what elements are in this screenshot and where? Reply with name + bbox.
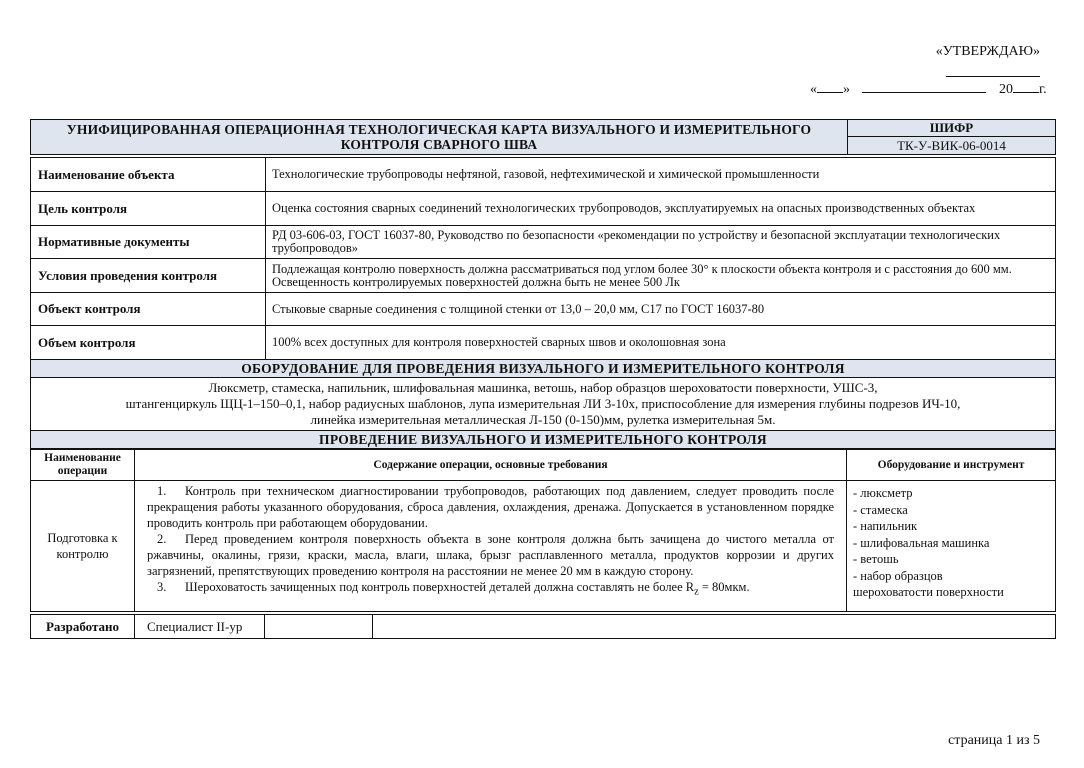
info-row	[31, 259, 1056, 293]
equipment-line: линейка измерительная металлическая Л-150 (0-150)мм, рулетка измерительная 5м.	[310, 412, 776, 427]
col-tools: Оборудование и инструмент	[847, 450, 1056, 481]
developed-table	[30, 614, 1056, 639]
technological-card	[30, 119, 1055, 639]
info-value: Стыковые сварные соединения с толщиной стенки от 13,0 – 20,0 мм, С17 по ГОСТ 16037-80	[266, 293, 1056, 326]
approval-signature-line	[946, 76, 1040, 77]
info-row	[31, 226, 1056, 259]
info-row	[31, 158, 1056, 192]
page-number: страница 1 из 5	[948, 733, 1040, 748]
info-value: Технологические трубопроводы нефтяной, газовой, нефтехимической и химической промышленности	[266, 158, 1056, 192]
operation-step	[147, 531, 834, 579]
procedure-row	[31, 481, 1056, 612]
info-row	[31, 293, 1056, 326]
info-table	[30, 157, 1056, 449]
operation-step	[147, 483, 834, 531]
code-value: ТК-У-ВИК-06-0014	[848, 137, 1056, 155]
developed-value: Специалист II-ур	[135, 615, 265, 639]
operation-content	[135, 481, 847, 612]
operation-step	[147, 579, 834, 601]
approval-title: «УТВЕРЖДАЮ»	[935, 44, 1040, 59]
info-label: Цель контроля	[31, 192, 266, 226]
tool-item: - шлифовальная машинка	[853, 535, 990, 550]
tool-item: - напильник	[853, 519, 918, 533]
step-text: Шероховатость зачищенных под контроль поверхностей деталей должна составлять не более R	[185, 580, 695, 594]
equipment-section-title: ОБОРУДОВАНИЕ ДЛЯ ПРОВЕДЕНИЯ ВИЗУАЛЬНОГО И ИЗМЕРИТЕЛЬНОГО КОНТРОЛЯ	[31, 360, 1056, 378]
tool-item: - ветошь	[853, 552, 899, 566]
col-operation-name: Наименование операции	[31, 450, 135, 481]
developed-label: Разработано	[31, 615, 135, 639]
step-text: Перед проведением контроля поверхность объекта в зоне контроля должна быть зачищена до чистого металла от ржавчины, окалины, грязи, краски, масла, влаги, шлака, брызг расплавленного металла, продуктов коррозии и других загрязнений, препятствующих проведению контроля на расстоянии не менее 20 мм в каждую сторону.	[147, 532, 834, 578]
month-blank	[862, 81, 986, 93]
procedure-section-title: ПРОВЕДЕНИЕ ВИЗУАЛЬНОГО И ИЗМЕРИТЕЛЬНОГО КОНТРОЛЯ	[31, 431, 1056, 449]
step-text-tail: = 80мкм.	[698, 580, 750, 594]
info-value: РД 03-606-03, ГОСТ 16037-80, Руководство по безопасности «рекомендации по устройству и безопасной эксплуатации технологических трубопроводов»	[266, 226, 1056, 259]
code-label: ШИФР	[848, 120, 1056, 137]
card-header	[30, 119, 1056, 155]
step-number: 2.	[157, 532, 167, 546]
step-number: 3.	[157, 580, 167, 594]
date-open-quote: «	[810, 82, 817, 97]
procedure-header-row	[31, 450, 1056, 481]
date-close-quote: »	[843, 82, 850, 97]
step-number: 1.	[157, 484, 167, 498]
step-text: Контроль при техническом диагностировании трубопроводов, работающих под давлением, следует проводить после прекращения работы указанного оборудования, сброса давления, охлаждения, дренажа. Допускается в установленном порядке проводить контроль при работающем оборудовании.	[147, 484, 834, 530]
developed-signature-cell	[265, 615, 373, 639]
card-title: УНИФИЦИРОВАННАЯ ОПЕРАЦИОННАЯ ТЕХНОЛОГИЧЕСКАЯ КАРТА ВИЗУАЛЬНОГО И ИЗМЕРИТЕЛЬНОГО КОНТРОЛЯ СВАРНОГО ШВА	[31, 120, 848, 155]
tool-item: - люксметр	[853, 486, 913, 500]
equipment-line: Люксметр, стамеска, напильник, шлифовальная машинка, ветошь, набор образцов шероховатости поверхности, УШС-3,	[208, 380, 878, 395]
developed-name-cell	[373, 615, 1056, 639]
info-label: Объем контроля	[31, 326, 266, 360]
equipment-list	[31, 378, 1056, 431]
approval-date-line	[810, 81, 1047, 98]
tool-item: - стамеска	[853, 502, 908, 517]
info-row	[31, 326, 1056, 360]
year-blank	[1013, 81, 1039, 93]
year-prefix: 20	[999, 82, 1013, 97]
tool-item: шероховатости поверхности	[853, 585, 1004, 599]
year-suffix: г.	[1039, 82, 1047, 97]
day-blank	[817, 81, 843, 93]
info-value: Оценка состояния сварных соединений технологических трубопроводов, эксплуатируемых на опасных производственных объектах	[266, 192, 1056, 226]
col-operation-content: Содержание операции, основные требования	[135, 450, 847, 481]
procedure-table	[30, 449, 1056, 612]
operation-name: Подготовка к контролю	[31, 481, 135, 612]
developed-row	[31, 615, 1056, 639]
info-label: Нормативные документы	[31, 226, 266, 259]
equipment-line: штангенциркуль ЩЦ-1–150–0,1, набор радиусных шаблонов, лупа измерительная ЛИ 3-10х, приспособление для измерения глубины подрезов ИЧ-10,	[125, 396, 961, 411]
step-subscript: z	[694, 586, 699, 598]
tool-item: - набор образцов	[853, 568, 943, 583]
info-row	[31, 192, 1056, 226]
info-label: Объект контроля	[31, 293, 266, 326]
info-label: Наименование объекта	[31, 158, 266, 192]
info-value: Подлежащая контролю поверхность должна рассматриваться под углом более 30° к плоскости объекта контроля и с расстояния до 600 мм. Освещенность контролируемых поверхностей должна быть не менее 500 Лк	[266, 259, 1056, 293]
info-value: 100% всех доступных для контроля поверхностей сварных швов и околошовная зона	[266, 326, 1056, 360]
info-label: Условия проведения контроля	[31, 259, 266, 293]
operation-tools	[847, 481, 1056, 612]
